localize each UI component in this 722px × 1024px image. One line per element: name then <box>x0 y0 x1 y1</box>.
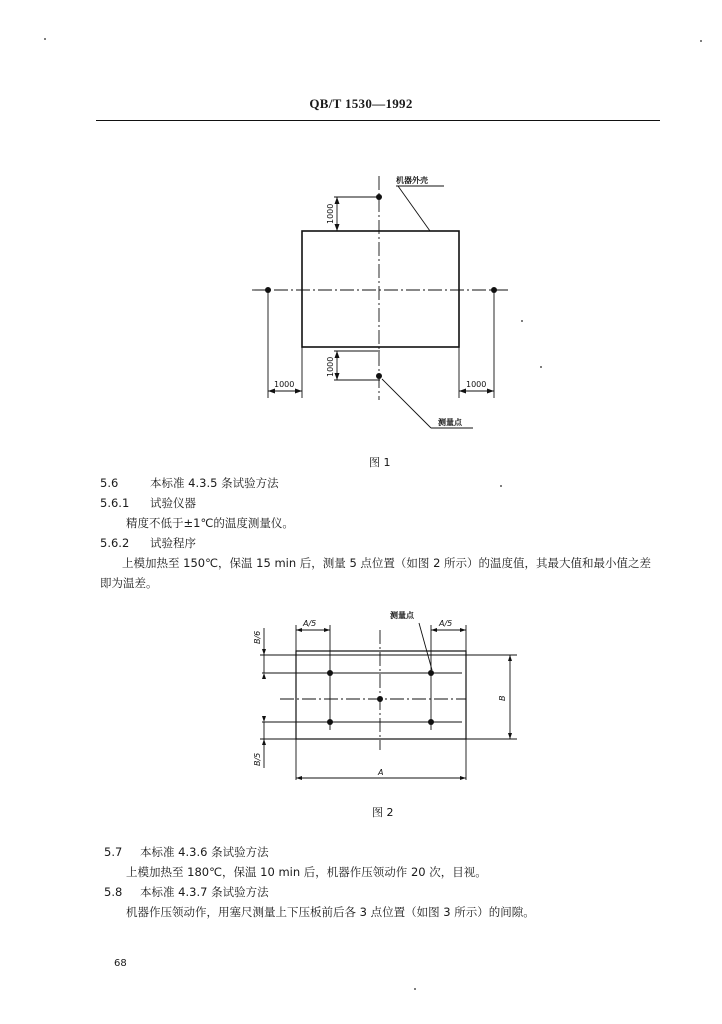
section-title: 试验程序 <box>150 536 196 550</box>
dim-bottom-text: 1000 <box>326 356 335 377</box>
dim-a5-left: A/5 <box>303 619 317 628</box>
label-point-fig2: 测量点 <box>390 611 414 620</box>
dim-a5-right: A/5 <box>439 619 453 628</box>
measure-point-tl <box>327 670 333 676</box>
leader-point-fig2 <box>419 623 432 670</box>
label-point-fig1: 测量点 <box>438 418 462 427</box>
scan-speck <box>521 320 523 322</box>
section-5-6-2-text-line2: 即为温差。 <box>100 576 158 590</box>
section-5-6-2-text-line1: 上模加热至 150℃，保温 15 min 后，测量 5 点位置（如图 2 所示）的温度值，其最大值和最小值之差 <box>122 556 652 570</box>
page-number: 68 <box>114 958 127 969</box>
scan-speck <box>44 38 46 40</box>
section-5-8 <box>104 884 269 900</box>
figure-2-diagram <box>0 600 722 825</box>
measure-point-br <box>428 719 434 725</box>
measure-point-center <box>377 696 383 702</box>
dim-b5: B/5 <box>253 752 262 766</box>
dim-left-text: 1000 <box>274 380 295 389</box>
dim-b: B <box>498 695 507 701</box>
section-5-7-text: 上模加热至 180℃，保温 10 min 后，机器作压领动作 20 次，目视。 <box>126 865 487 879</box>
section-number: 5.6.1 <box>100 496 130 510</box>
section-5-8-text: 机器作压领动作，用塞尺测量上下压板前后各 3 点位置（如图 3 所示）的间隙。 <box>126 905 535 919</box>
plate-rect <box>296 651 466 739</box>
measure-point-tr <box>428 670 434 676</box>
scan-speck <box>500 485 502 487</box>
leader-point <box>382 379 431 428</box>
leader-housing <box>398 186 430 231</box>
section-number: 5.8 <box>104 885 123 899</box>
scan-speck <box>700 40 702 42</box>
section-title: 本标准 4.3.7 条试验方法 <box>140 885 269 899</box>
section-5-6-1-text: 精度不低于±1℃的温度测量仪。 <box>126 516 294 530</box>
section-number: 5.7 <box>104 845 123 859</box>
section-title: 本标准 4.3.5 条试验方法 <box>150 476 279 490</box>
section-number: 5.6 <box>100 476 119 490</box>
section-5-6 <box>100 475 279 491</box>
housing-rect <box>302 231 459 347</box>
dim-b6: B/6 <box>253 630 262 644</box>
measure-point-bottom <box>376 373 382 379</box>
figure-2-caption: 图 2 <box>372 806 394 819</box>
dim-top-text: 1000 <box>326 203 335 224</box>
scan-speck <box>540 366 542 368</box>
measure-point-bl <box>327 719 333 725</box>
standard-code: QB/T 1530—1992 <box>309 96 413 111</box>
section-5-6-2 <box>100 535 196 551</box>
label-housing: 机器外壳 <box>396 176 428 185</box>
section-number: 5.6.2 <box>100 536 130 550</box>
dim-a: A <box>378 768 384 777</box>
section-5-7 <box>104 844 269 860</box>
figure-1-caption: 图 1 <box>369 456 391 469</box>
section-5-6-1 <box>100 495 196 511</box>
section-title: 试验仪器 <box>150 496 196 510</box>
scan-speck <box>414 988 416 990</box>
figure-1-diagram <box>0 0 722 480</box>
dim-right-text: 1000 <box>466 380 487 389</box>
section-title: 本标准 4.3.6 条试验方法 <box>140 845 269 859</box>
